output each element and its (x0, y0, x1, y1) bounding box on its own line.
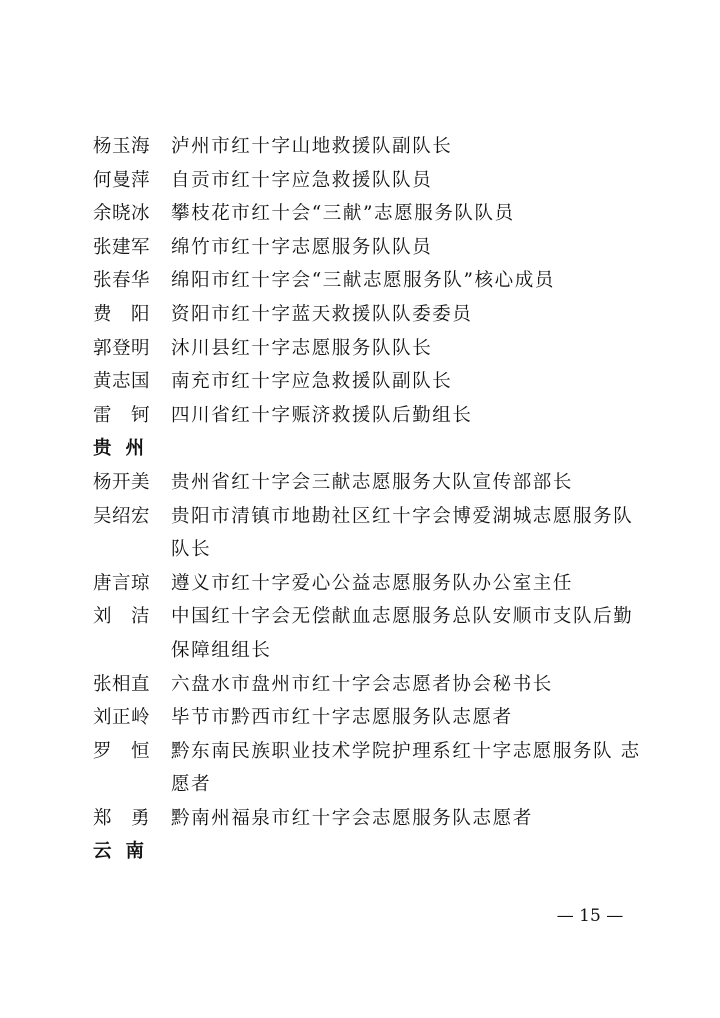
list-item (93, 365, 653, 399)
person-role: 贵州省红十字会三献志愿服务大队宣传部部长 (171, 471, 574, 493)
list-item (93, 668, 653, 702)
person-name: 刘 洁 (93, 606, 151, 628)
person-role: 毕节市黔西市红十字志愿服务队志愿者 (171, 707, 513, 729)
person-role: 黔东南民族职业技术学院护理系红十字志愿服务队 志愿者 (171, 740, 641, 796)
person-role: 南充市红十字应急救援队副队长 (171, 371, 453, 393)
person-name: 郑 勇 (93, 807, 151, 829)
person-role: 绵竹市红十字志愿服务队队员 (171, 236, 433, 258)
person-role: 遵义市红十字爱心公益志愿服务队办公室主任 (171, 572, 574, 594)
person-role: 黔南州福泉市红十字会志愿服务队志愿者 (171, 807, 533, 829)
list-item (93, 500, 653, 567)
list-item (93, 231, 653, 265)
person-name: 吴绍宏 (93, 505, 151, 527)
person-role: 四川省红十字赈济救援队后勤组长 (171, 404, 473, 426)
section-heading: 贵州 (93, 438, 159, 460)
person-name: 费 阳 (93, 303, 151, 325)
person-role: 六盘水市盘州市红十字会志愿者协会秘书长 (171, 673, 553, 695)
list-item (93, 130, 653, 164)
person-role: 泸州市红十字山地救援队副队长 (171, 136, 453, 157)
list-item (93, 735, 653, 802)
person-name: 张建军 (93, 236, 151, 258)
person-role: 贵阳市清镇市地勘社区红十字会博爱湖城志愿服务队队长 (171, 505, 634, 561)
list-item (93, 197, 653, 231)
award-list (93, 130, 653, 869)
person-name: 张相直 (93, 673, 151, 695)
list-item (93, 332, 653, 366)
person-name: 张春华 (93, 270, 151, 292)
list-item (93, 567, 653, 601)
person-name: 雷 钶 (93, 404, 151, 426)
list-item (93, 399, 653, 433)
person-name: 余晓冰 (93, 203, 151, 225)
person-role: 绵阳市红十字会“三献志愿服务队”核心成员 (171, 270, 555, 292)
person-name: 杨玉海 (93, 136, 151, 157)
person-name: 杨开美 (93, 471, 151, 493)
list-item (93, 802, 653, 836)
person-name: 刘正岭 (93, 707, 151, 729)
person-role: 资阳市红十字蓝天救援队队委委员 (171, 303, 473, 325)
list-item (93, 298, 653, 332)
list-item (93, 701, 653, 735)
list-item (93, 466, 653, 500)
person-name: 唐言琼 (93, 572, 151, 594)
person-role: 中国红十字会无偿献血志愿服务总队安顺市支队后勤保障组组长 (171, 606, 634, 661)
section-heading: 云南 (93, 841, 159, 863)
person-role: 攀枝花市红十会“三献”志愿服务队队员 (171, 203, 515, 225)
person-name: 罗 恒 (93, 740, 151, 762)
person-role: 沐川县红十字志愿服务队队长 (171, 337, 433, 359)
list-item (93, 264, 653, 298)
person-name: 黄志国 (93, 371, 151, 393)
person-role: 自贡市红十字应急救援队队员 (171, 169, 433, 191)
person-name: 郭登明 (93, 337, 151, 359)
person-name: 何曼萍 (93, 169, 151, 191)
list-item (93, 164, 653, 198)
list-item (93, 600, 653, 667)
page-number: — 15 — (556, 906, 624, 926)
